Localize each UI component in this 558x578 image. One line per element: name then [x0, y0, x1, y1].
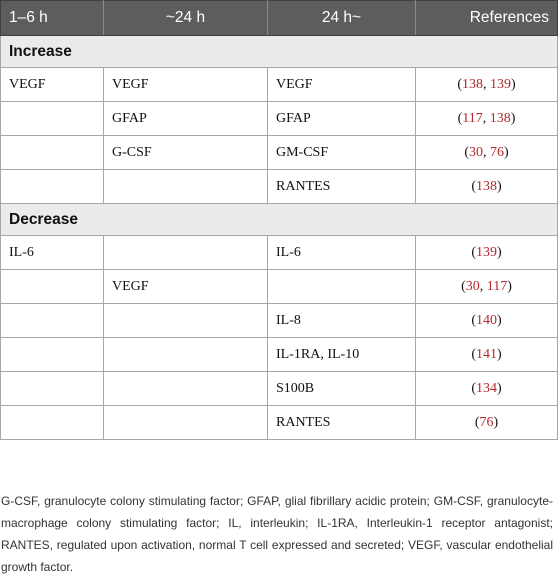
cell-1-6h [1, 270, 104, 304]
cell-references: (138, 139) [416, 68, 558, 102]
table-body [1, 36, 558, 440]
header-1-6h: 1–6 h [1, 1, 104, 36]
cell-references: (30, 117) [416, 270, 558, 304]
cell-1-6h [1, 372, 104, 406]
section-title: Decrease [1, 204, 558, 236]
cell-24h-plus: IL-8 [268, 304, 416, 338]
cell-24h-plus: VEGF [268, 68, 416, 102]
cell-1-6h [1, 304, 104, 338]
reference-link[interactable]: 139 [476, 244, 497, 260]
cell-24h-plus: IL-1RA, IL-10 [268, 338, 416, 372]
cell-references: (134) [416, 372, 558, 406]
cell-24h [104, 338, 268, 372]
reference-link[interactable]: 140 [476, 312, 497, 328]
cell-references: (138) [416, 170, 558, 204]
cell-1-6h [1, 136, 104, 170]
table-row [1, 136, 558, 170]
cell-references: (140) [416, 304, 558, 338]
cell-24h-plus: IL-6 [268, 236, 416, 270]
table-row [1, 270, 558, 304]
reference-link[interactable]: 117 [462, 110, 483, 126]
cell-1-6h: VEGF [1, 68, 104, 102]
table-row [1, 304, 558, 338]
cell-24h-plus: GM-CSF [268, 136, 416, 170]
reference-link[interactable]: 138 [476, 178, 497, 194]
cell-24h-plus: RANTES [268, 406, 416, 440]
table-header [1, 1, 558, 36]
reference-link[interactable]: 30 [465, 278, 480, 294]
cell-24h-plus [268, 270, 416, 304]
cell-1-6h [1, 170, 104, 204]
cell-24h [104, 406, 268, 440]
cell-24h [104, 304, 268, 338]
reference-link[interactable]: 117 [486, 278, 508, 294]
cell-references: (141) [416, 338, 558, 372]
section-row-decrease [1, 204, 558, 236]
table-row [1, 68, 558, 102]
reference-link[interactable]: 138 [462, 76, 483, 92]
cell-references: (139) [416, 236, 558, 270]
table-row [1, 338, 558, 372]
reference-link[interactable]: 76 [479, 414, 494, 430]
cell-24h [104, 170, 268, 204]
reference-link[interactable]: 138 [489, 110, 511, 126]
cell-1-6h [1, 406, 104, 440]
table-row [1, 170, 558, 204]
table-row [1, 372, 558, 406]
table-row [1, 102, 558, 136]
reference-link[interactable]: 30 [469, 144, 483, 160]
header-24h-plus: 24 h~ [268, 1, 416, 36]
table-footnote: G-CSF, granulocyte colony stimulating factor; GFAP, glial fibrillary acidic protein; GM-CSF, granulocyte-macrophage colony stimulating factor; IL, interleukin; IL-1RA, Interleukin-1 receptor antagonist; RANTES, regulated upon activation, normal T cell expressed and secreted; VEGF, vascular endothelial growth factor. [1, 494, 553, 574]
cell-24h: G-CSF [104, 136, 268, 170]
section-row-increase [1, 36, 558, 68]
cell-24h [104, 236, 268, 270]
cell-references: (117, 138) [416, 102, 558, 136]
cell-1-6h [1, 338, 104, 372]
cell-24h-plus: S100B [268, 372, 416, 406]
reference-link[interactable]: 76 [490, 144, 504, 160]
cell-1-6h [1, 102, 104, 136]
cell-24h: GFAP [104, 102, 268, 136]
cell-24h [104, 372, 268, 406]
section-title: Increase [1, 36, 558, 68]
cell-references: (30, 76) [416, 136, 558, 170]
cell-24h: VEGF [104, 270, 268, 304]
reference-link[interactable]: 139 [490, 76, 511, 92]
table-row [1, 236, 558, 270]
table-row [1, 406, 558, 440]
cell-24h: VEGF [104, 68, 268, 102]
header-24h: ~24 h [104, 1, 268, 36]
cell-24h-plus: GFAP [268, 102, 416, 136]
cell-1-6h: IL-6 [1, 236, 104, 270]
reference-link[interactable]: 141 [476, 346, 497, 362]
header-references: References [416, 1, 558, 36]
cell-references: (76) [416, 406, 558, 440]
header-row [1, 1, 558, 36]
cell-24h-plus: RANTES [268, 170, 416, 204]
reference-link[interactable]: 134 [476, 380, 497, 396]
